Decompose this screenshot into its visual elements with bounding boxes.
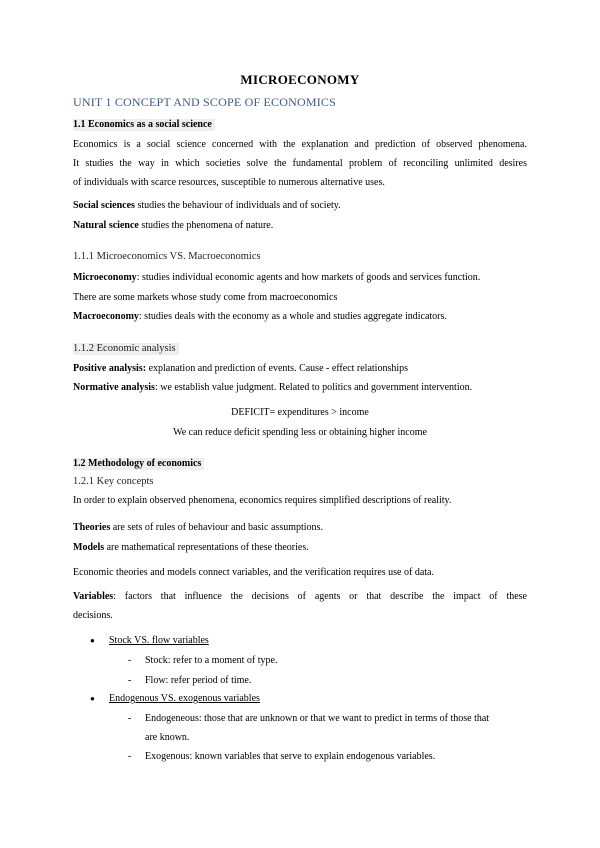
section-heading-1-2-1: 1.2.1 Key concepts [73,476,154,487]
section-heading-1-1: 1.1 Economics as a social science [73,118,215,131]
sub-item-endogenous-cont: are known. [145,732,190,743]
unit-heading: UNIT 1 CONCEPT AND SCOPE OF ECONOMICS [73,95,336,109]
definition-natural-science: Natural science studies the phenomena of nature. [73,220,274,231]
definition-theories: Theories are sets of rules of behaviour and basic assumptions. [73,522,323,533]
definition-variables: Variables: factors that influence the decisions of agents or that describe the impact of these [73,591,527,602]
sub-item-exogenous: Exogenous: known variables that serve to explain endogenous variables. [145,751,436,762]
bullet-icon: ● [90,694,95,703]
centered-formula: DEFICIT= expenditures > income [231,407,369,418]
dash-icon: - [128,675,132,686]
dash-icon: - [128,713,132,724]
paragraph-line: Economics is a social science concerned with the explanation and prediction of observed phenomena. [73,139,527,150]
paragraph-line: There are some markets whose study come from macroeconomics [73,292,338,303]
dash-icon: - [128,751,132,762]
paragraph-line: In order to explain observed phenomena, economics requires simplified descriptions of reality. [73,495,452,506]
sub-item-flow: Flow: refer period of time. [145,675,252,686]
paragraph-line: Economic theories and models connect variables, and the verification requires use of data. [73,567,434,578]
paragraph-line: It studies the way in which societies solve the fundamental problem of reconciling unlimited desires [73,158,527,169]
definition-microeconomy: Microeconomy: studies individual economic agents and how markets of goods and services function. [73,272,481,283]
section-heading-1-1-2: 1.1.2 Economic analysis [73,342,179,355]
definition-normative-analysis: Normative analysis: we establish value judgment. Related to politics and government intervention. [73,382,473,393]
definition-macroeconomy: Macroeconomy: studies deals with the economy as a whole and studies aggregate indicators. [73,311,447,322]
document-title: MICROECONOMY [240,72,360,87]
centered-note: We can reduce deficit spending less or obtaining higher income [173,427,427,438]
list-item-endogenous-exogenous: Endogenous VS. exogenous variables [109,693,260,704]
definition-models: Models are mathematical representations of these theories. [73,542,309,553]
paragraph-line: decisions. [73,610,113,621]
paragraph-line: of individuals with scarce resources, susceptible to numerous alternative uses. [73,177,385,188]
bullet-icon: ● [90,636,95,645]
definition-social-sciences: Social sciences studies the behaviour of individuals and of society. [73,200,341,211]
sub-item-endogenous: Endogeneous: those that are unknown or that we want to predict in terms of those that [145,713,490,724]
section-heading-1-1-1: 1.1.1 Microeconomics VS. Macroeconomics [73,251,261,262]
section-heading-1-2: 1.2 Methodology of economics [73,457,204,470]
dash-icon: - [128,655,132,666]
definition-positive-analysis: Positive analysis: explanation and prediction of events. Cause - effect relationships [73,363,409,374]
sub-item-stock: Stock: refer to a moment of type. [145,655,278,666]
list-item-stock-flow: Stock VS. flow variables [109,635,209,646]
